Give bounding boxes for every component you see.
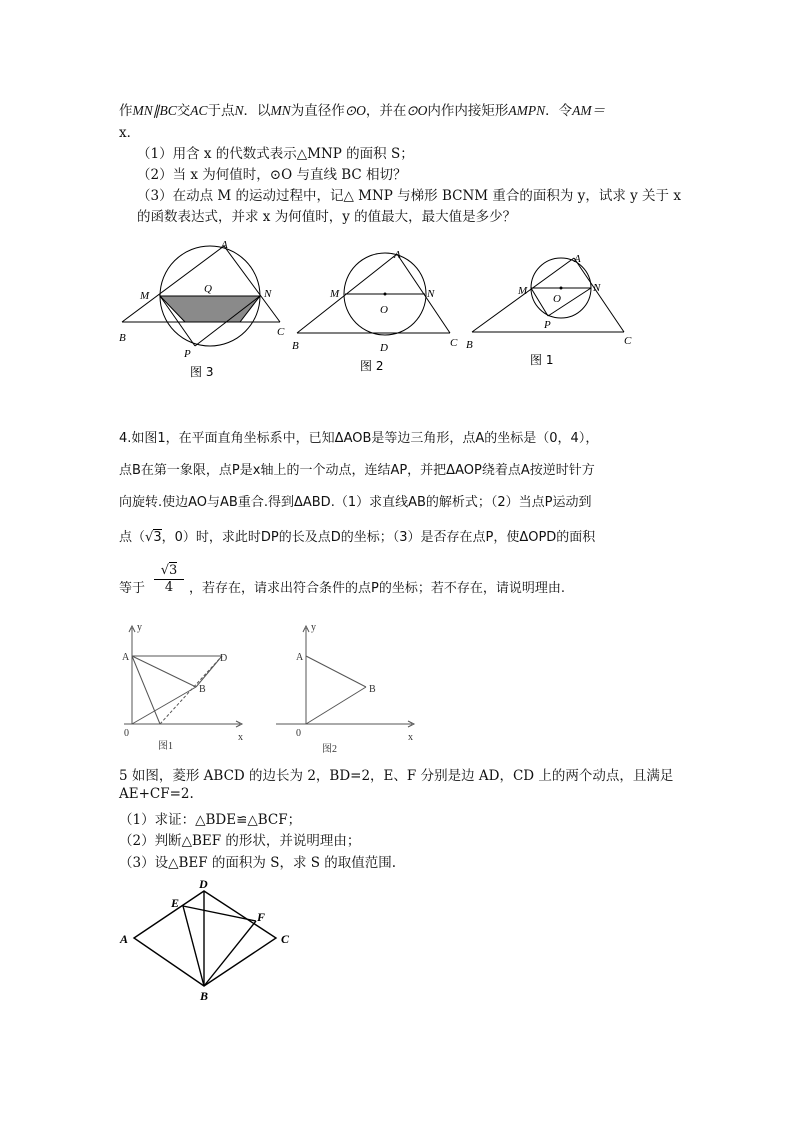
text: 于点	[207, 103, 235, 119]
text: ⊙O	[344, 103, 366, 118]
problem3-line2: x．	[119, 125, 141, 141]
sqrt: √3	[145, 530, 162, 545]
fig2-label-C: C	[450, 337, 458, 349]
text: 点（	[119, 530, 146, 545]
problem5-line2: AE+CF=2.	[119, 786, 194, 802]
fig2-label-M: M	[330, 288, 340, 300]
problem5-q3: （3）设△BEF 的面积为 S，求 S 的取值范围.	[119, 855, 397, 871]
segment-EF	[183, 906, 256, 921]
segment-BF	[204, 921, 256, 986]
rhombus-ABCD	[134, 891, 276, 986]
fig2-caption: 图 2	[360, 359, 384, 373]
problem5-q2: （2）判断△BEF 的形状，并说明理由；	[119, 833, 361, 849]
problem4-line3: 向旋转.使边AO与AB重合.得到ΔABD.（1）求直线AB的解析式；（2）当点P运动到	[119, 495, 592, 510]
fig1-label-M: M	[518, 285, 528, 297]
p4-fig2-label-y: y	[311, 622, 316, 633]
text: MN∥BC	[132, 103, 177, 118]
sqrt-value: 3	[169, 563, 178, 578]
fig2-label-D: D	[380, 342, 388, 354]
fig3-label-N: N	[264, 288, 272, 300]
p4-fig2-label-A: A	[296, 652, 304, 663]
p4-fig2-label-O: 0	[296, 728, 301, 739]
p5-label-A: A	[120, 932, 129, 946]
p4-fig1-label-D: D	[220, 653, 228, 664]
fig1-label-N: N	[593, 282, 601, 294]
fig1-label-P: P	[544, 319, 551, 331]
fig1-label-A: A	[574, 253, 581, 265]
text: MN	[270, 103, 291, 118]
text: ．令	[545, 103, 573, 119]
p4-fig1-label-O: 0	[124, 728, 129, 739]
fig2-label-O: O	[380, 304, 388, 316]
text: 内作内接矩形	[427, 103, 509, 119]
p5-label-C: C	[281, 932, 290, 946]
problem5-line1: 5 如图，菱形 ABCD 的边长为 2，BD=2，E、F 分别是边 AD，CD 上的两个动点，且满足	[119, 768, 674, 784]
sqrt-value: 3	[153, 530, 162, 545]
p4-fig1-label-A: A	[122, 652, 130, 663]
fig3-label-C: C	[277, 326, 285, 338]
p4-fig2-label-x: x	[408, 732, 413, 743]
text: 作	[119, 103, 133, 119]
problem3-q3b: 的函数表达式，并求 x 为何值时，y 的值最大，最大值是多少？	[137, 209, 517, 225]
text: AM＝	[572, 103, 606, 118]
problem4-line1: 4.如图1，在平面直角坐标系中，已知ΔAOB是等边三角形，点A的坐标是（0，4），	[119, 431, 599, 446]
fig3-caption: 图 3	[190, 365, 214, 379]
p5-label-E: E	[171, 896, 180, 910]
fig3-label-B: B	[119, 332, 126, 344]
text: ，并在	[365, 103, 407, 119]
problem5-q1: （1）求证：△BDE≌△BCF；	[119, 812, 302, 828]
p4-fig1-caption: 图1	[158, 741, 173, 752]
problem4-line5-b: ，若存在，请求出符合条件的点P的坐标；若不存在，请说明理由.	[189, 581, 565, 596]
fig2-label-B: B	[292, 340, 299, 352]
text: AC	[190, 103, 208, 118]
fraction-denominator: 4	[164, 580, 174, 595]
p5-label-F: F	[257, 910, 266, 924]
p5-label-D: D	[199, 877, 208, 891]
text: 为直径作	[290, 103, 345, 119]
text: ⊙O	[406, 103, 428, 118]
p4-fig1-label-x: x	[238, 732, 243, 743]
problem4-line5-a: 等于	[119, 581, 146, 596]
fig1-label-B: B	[466, 339, 473, 351]
p4-fig2-label-B: B	[369, 684, 376, 695]
text: ．以	[243, 103, 271, 119]
text: 交	[176, 103, 191, 119]
fig2-label-A: A	[394, 249, 401, 261]
fig1-label-C: C	[624, 335, 632, 347]
fig3-label-P: P	[184, 348, 191, 360]
problem3-q1: （1）用含 x 的代数式表示△MNP 的面积 S；	[137, 146, 414, 162]
fig3-label-M: M	[140, 290, 150, 302]
problem3-q3a: （3）在动点 M 的运动过程中，记△ MNP 与梯形 BCNM 重合的面积为 y，试求 y 关于 x	[137, 188, 681, 204]
p5-label-B: B	[200, 989, 209, 1003]
fig3-label-Q: Q	[204, 283, 212, 295]
problem3-q2: （2）当 x 为何值时，⊙O 与直线 BC 相切？	[137, 167, 407, 183]
p4-fig1-label-B: B	[199, 684, 206, 695]
fig1-label-O: O	[553, 293, 561, 305]
fig1-caption: 图 1	[530, 353, 554, 367]
text: AMPN	[508, 103, 546, 118]
text: N	[234, 103, 244, 118]
fig3-label-A: A	[221, 239, 228, 251]
p4-fig1-label-y: y	[137, 622, 142, 633]
problem4-line2: 点B在第一象限，点P是x轴上的一个动点，连结AP，并把ΔAOP绕着点A按逆时针方	[119, 463, 595, 478]
text: ，0）时，求此时DP的长及点D的坐标；（3）是否存在点P，使ΔOPD的面积	[161, 530, 596, 545]
fraction-numerator: √3	[154, 563, 184, 580]
p4-fig2-caption: 图2	[322, 744, 337, 755]
rhombus-geometry	[134, 891, 276, 986]
fig2-label-N: N	[427, 288, 435, 300]
